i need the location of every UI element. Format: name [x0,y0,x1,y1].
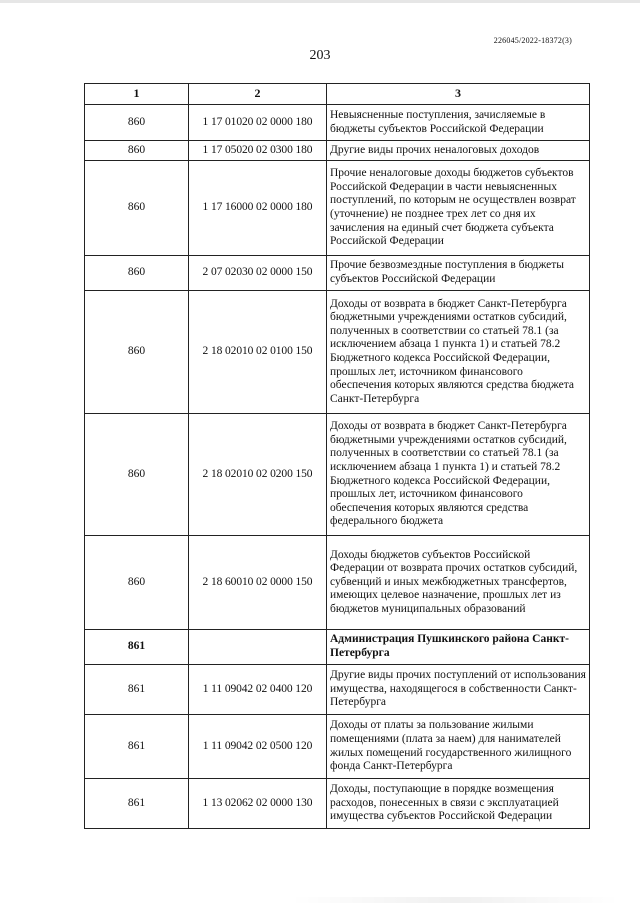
table-row-section-header [85,630,590,665]
revenue-codes-table [84,83,590,829]
admin-code-cell: 860 [85,141,189,161]
description-cell: Другие виды прочих поступлений от использования имущества, находящегося в собственности Санкт-Петербурга [327,665,590,715]
budget-code-cell: 1 17 05020 02 0300 180 [189,141,327,161]
description-cell: Прочие безвозмездные поступления в бюджеты субъектов Российской Федерации [327,256,590,291]
budget-code-cell: 2 18 02010 02 0100 150 [189,291,327,414]
table-row [85,291,590,414]
admin-code-cell: 860 [85,536,189,630]
table-row [85,715,590,779]
page-number: 203 [309,48,331,63]
admin-code-cell: 860 [85,414,189,536]
budget-code-cell: 2 07 02030 02 0000 150 [189,256,327,291]
table-row [85,414,590,536]
description-cell: Доходы от платы за пользование жилыми помещениями (плата за наем) для нанимателей жилых помещений государственного жилищного фонда Санкт-Петербурга [327,715,590,779]
admin-code-cell: 861 [85,665,189,715]
budget-code-cell: 1 11 09042 02 0400 120 [189,665,327,715]
description-cell: Доходы от возврата в бюджет Санкт-Петербурга бюджетными учреждениями остатков субсидий, полученных в соответствии со статьей 78.1 (за исключением абзаца 1 пункта 1) и статьей 78.2 Бюджетного кодекса Российской Федерации, прошлых лет, источником финансового обеспечения которых являются средства бюджета Санкт-Петербурга [327,291,590,414]
description-cell: Прочие неналоговые доходы бюджетов субъектов Российской Федерации в части невыясненных поступлений, по которым не осуществлен возврат (уточнение) не позднее трех лет со дня их зачисления на единый счет бюджета субъекта Российской Федерации [327,161,590,256]
budget-code-cell: 1 17 01020 02 0000 180 [189,105,327,141]
admin-code-cell: 861 [85,630,189,665]
document-number: 226045/2022-18372(3) [493,36,572,45]
column-header-2: 2 [189,84,327,105]
description-cell: Доходы, поступающие в порядке возмещения расходов, понесенных в связи с эксплуатацией имущества субъектов Российской Федерации [327,779,590,829]
description-cell: Доходы от возврата в бюджет Санкт-Петербурга бюджетными учреждениями остатков субсидий, полученных в соответствии со статьей 78.1 (за исключением абзаца 1 пункта 1) и статьей 78.2 Бюджетного кодекса Российской Федерации, прошлых лет, источником финансового обеспечения которых являются средства федерального бюджета [327,414,590,536]
description-cell: Другие виды прочих неналоговых доходов [327,141,590,161]
scan-bottom-artifact [290,897,620,903]
admin-code-cell: 860 [85,256,189,291]
admin-code-cell: 861 [85,779,189,829]
table-row [85,536,590,630]
admin-code-cell: 860 [85,105,189,141]
admin-code-cell: 861 [85,715,189,779]
admin-code-cell: 860 [85,291,189,414]
table-row [85,256,590,291]
description-cell: Невыясненные поступления, зачисляемые в бюджеты субъектов Российской Федерации [327,105,590,141]
table-row [85,779,590,829]
column-header-1: 1 [85,84,189,105]
table-row [85,105,590,141]
table-row [85,161,590,256]
description-cell: Доходы бюджетов субъектов Российской Федерации от возврата прочих остатков субсидий, субвенций и иных межбюджетных трансфертов, имеющих целевое назначение, прошлых лет из бюджетов муниципальных образований [327,536,590,630]
scan-top-edge [0,0,640,3]
column-header-3: 3 [327,84,590,105]
budget-code-cell: 2 18 02010 02 0200 150 [189,414,327,536]
budget-code-cell: 1 13 02062 02 0000 130 [189,779,327,829]
admin-code-cell: 860 [85,161,189,256]
budget-code-cell: 2 18 60010 02 0000 150 [189,536,327,630]
administrator-name-cell: Администрация Пушкинского района Санкт-Петербурга [327,630,590,665]
budget-code-cell: 1 17 16000 02 0000 180 [189,161,327,256]
budget-code-cell: 1 11 09042 02 0500 120 [189,715,327,779]
table-row [85,665,590,715]
table-row [85,141,590,161]
budget-code-cell [189,630,327,665]
table-header-row [85,84,590,105]
